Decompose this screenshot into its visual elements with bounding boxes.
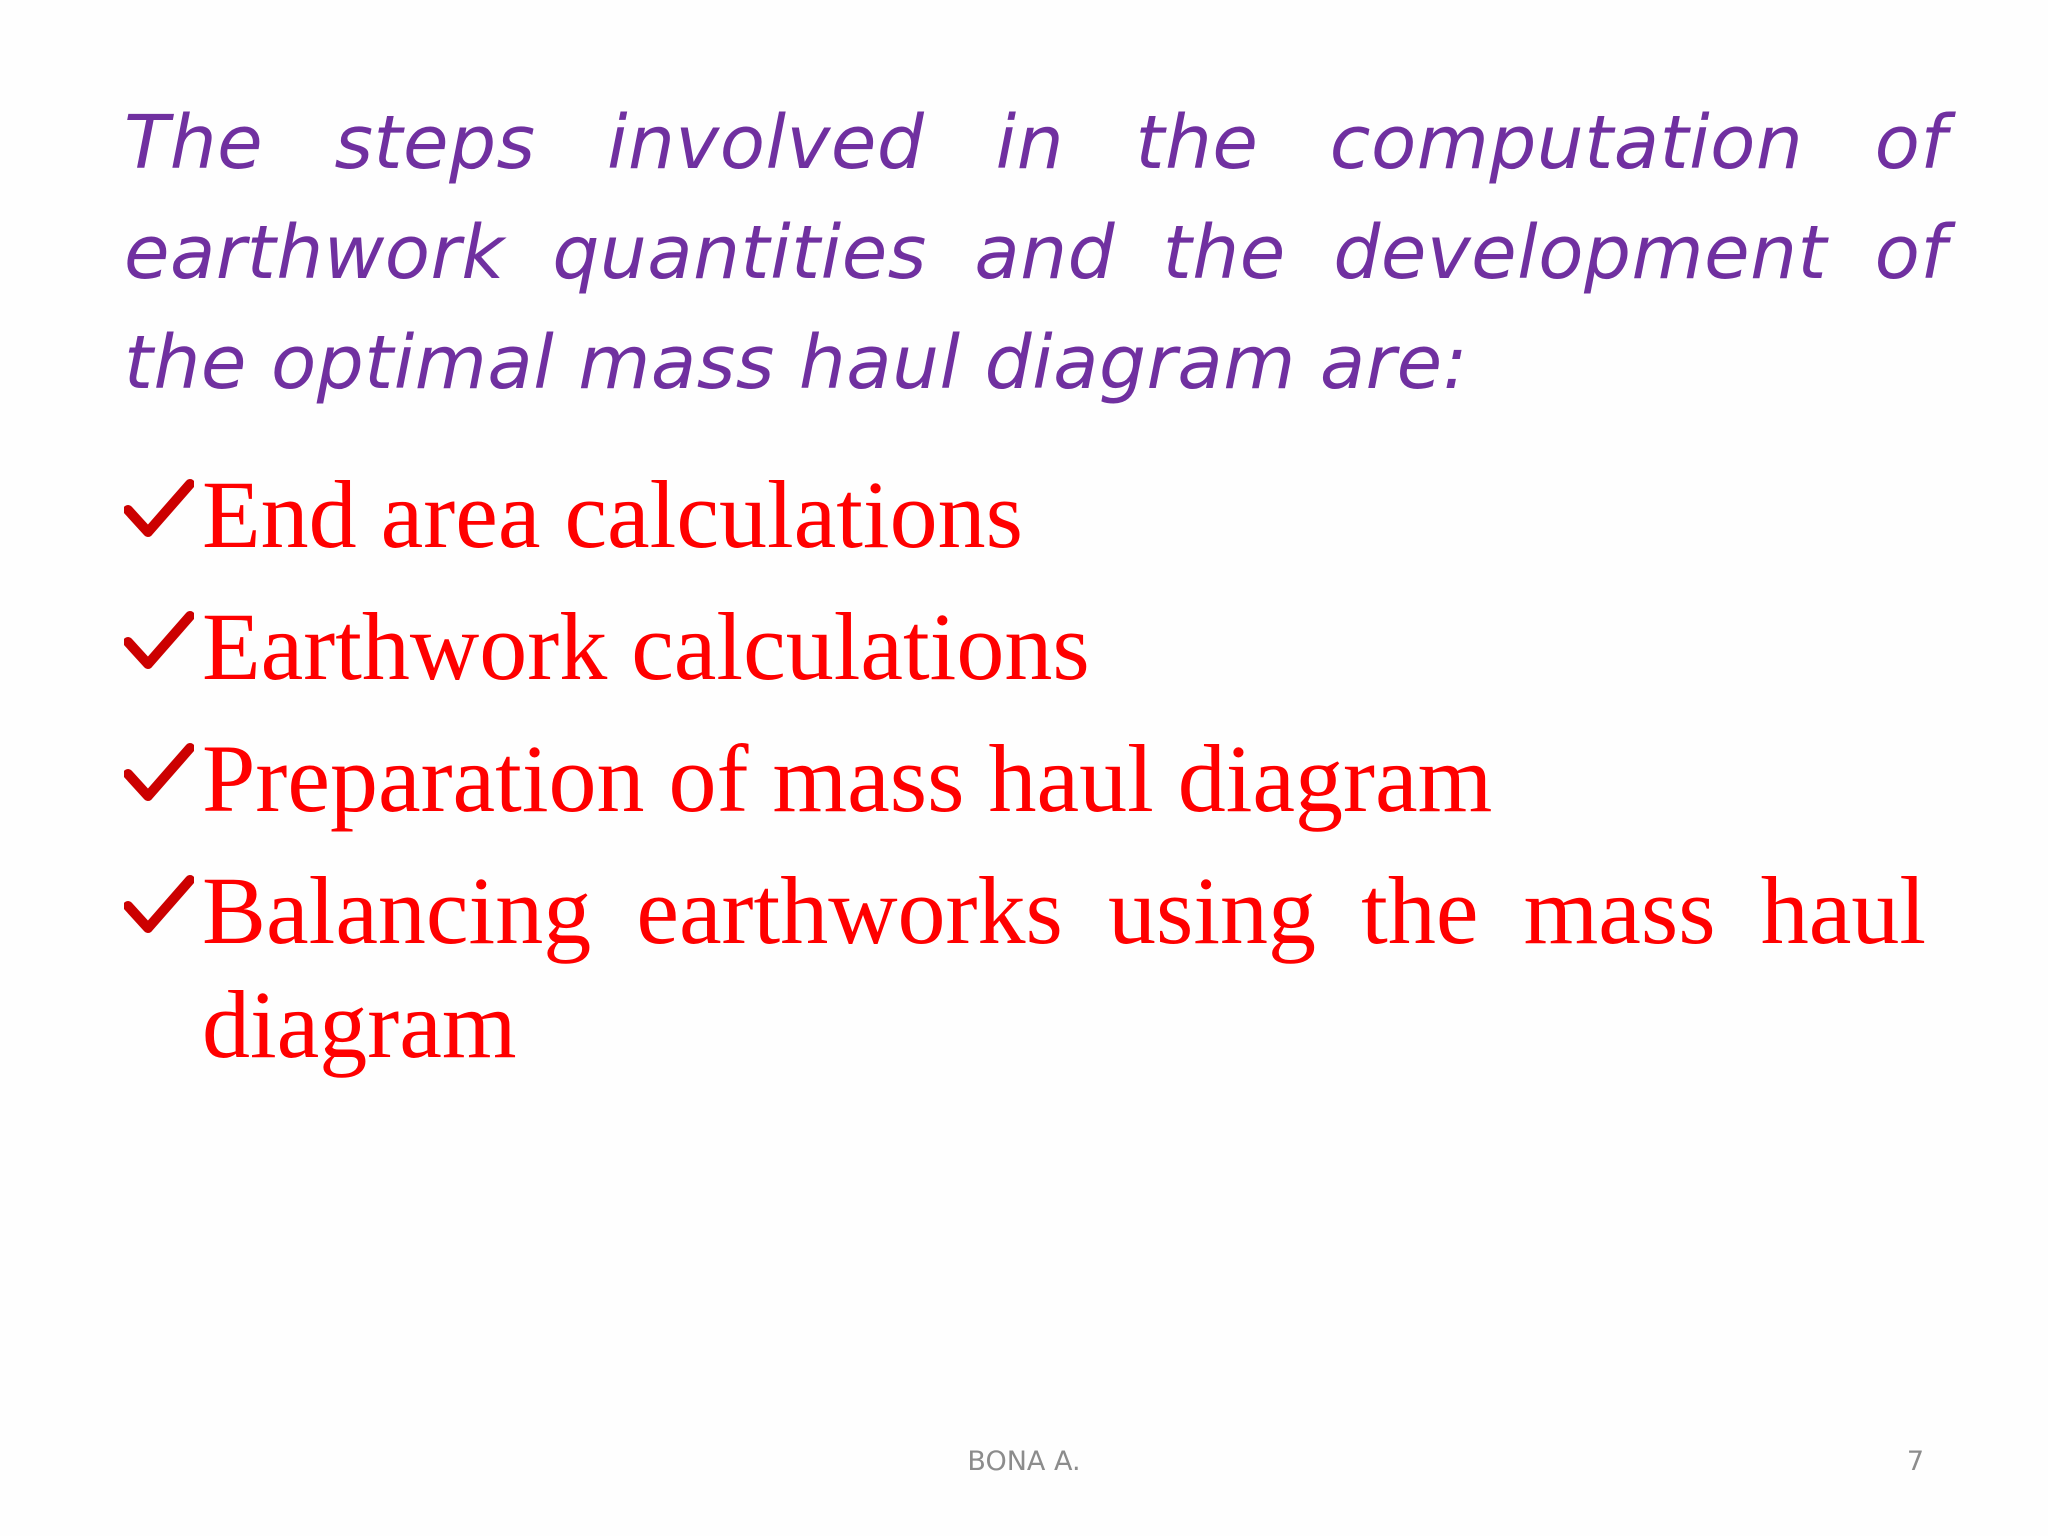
step-label: End area calculations — [202, 461, 1023, 568]
check-icon — [124, 742, 194, 802]
step-label: Balancing earthworks using the mass haul diagram — [202, 857, 1926, 1078]
steps-list — [124, 458, 1926, 1100]
step-label: Preparation of mass haul diagram — [202, 725, 1493, 832]
check-icon — [124, 874, 194, 934]
list-item — [124, 854, 1926, 1082]
check-icon — [124, 610, 194, 670]
check-icon — [124, 478, 194, 538]
list-item — [124, 458, 1926, 572]
list-item — [124, 722, 1926, 836]
intro-paragraph: The steps involved in the computation of earthwork quantities and the development of the optimal mass haul diagram are: — [124, 100, 1947, 406]
page-number: 7 — [1906, 1446, 1924, 1477]
list-item — [124, 590, 1926, 704]
footer-author: BONA A. — [967, 1446, 1081, 1477]
step-label: Earthwork calculations — [202, 593, 1090, 700]
